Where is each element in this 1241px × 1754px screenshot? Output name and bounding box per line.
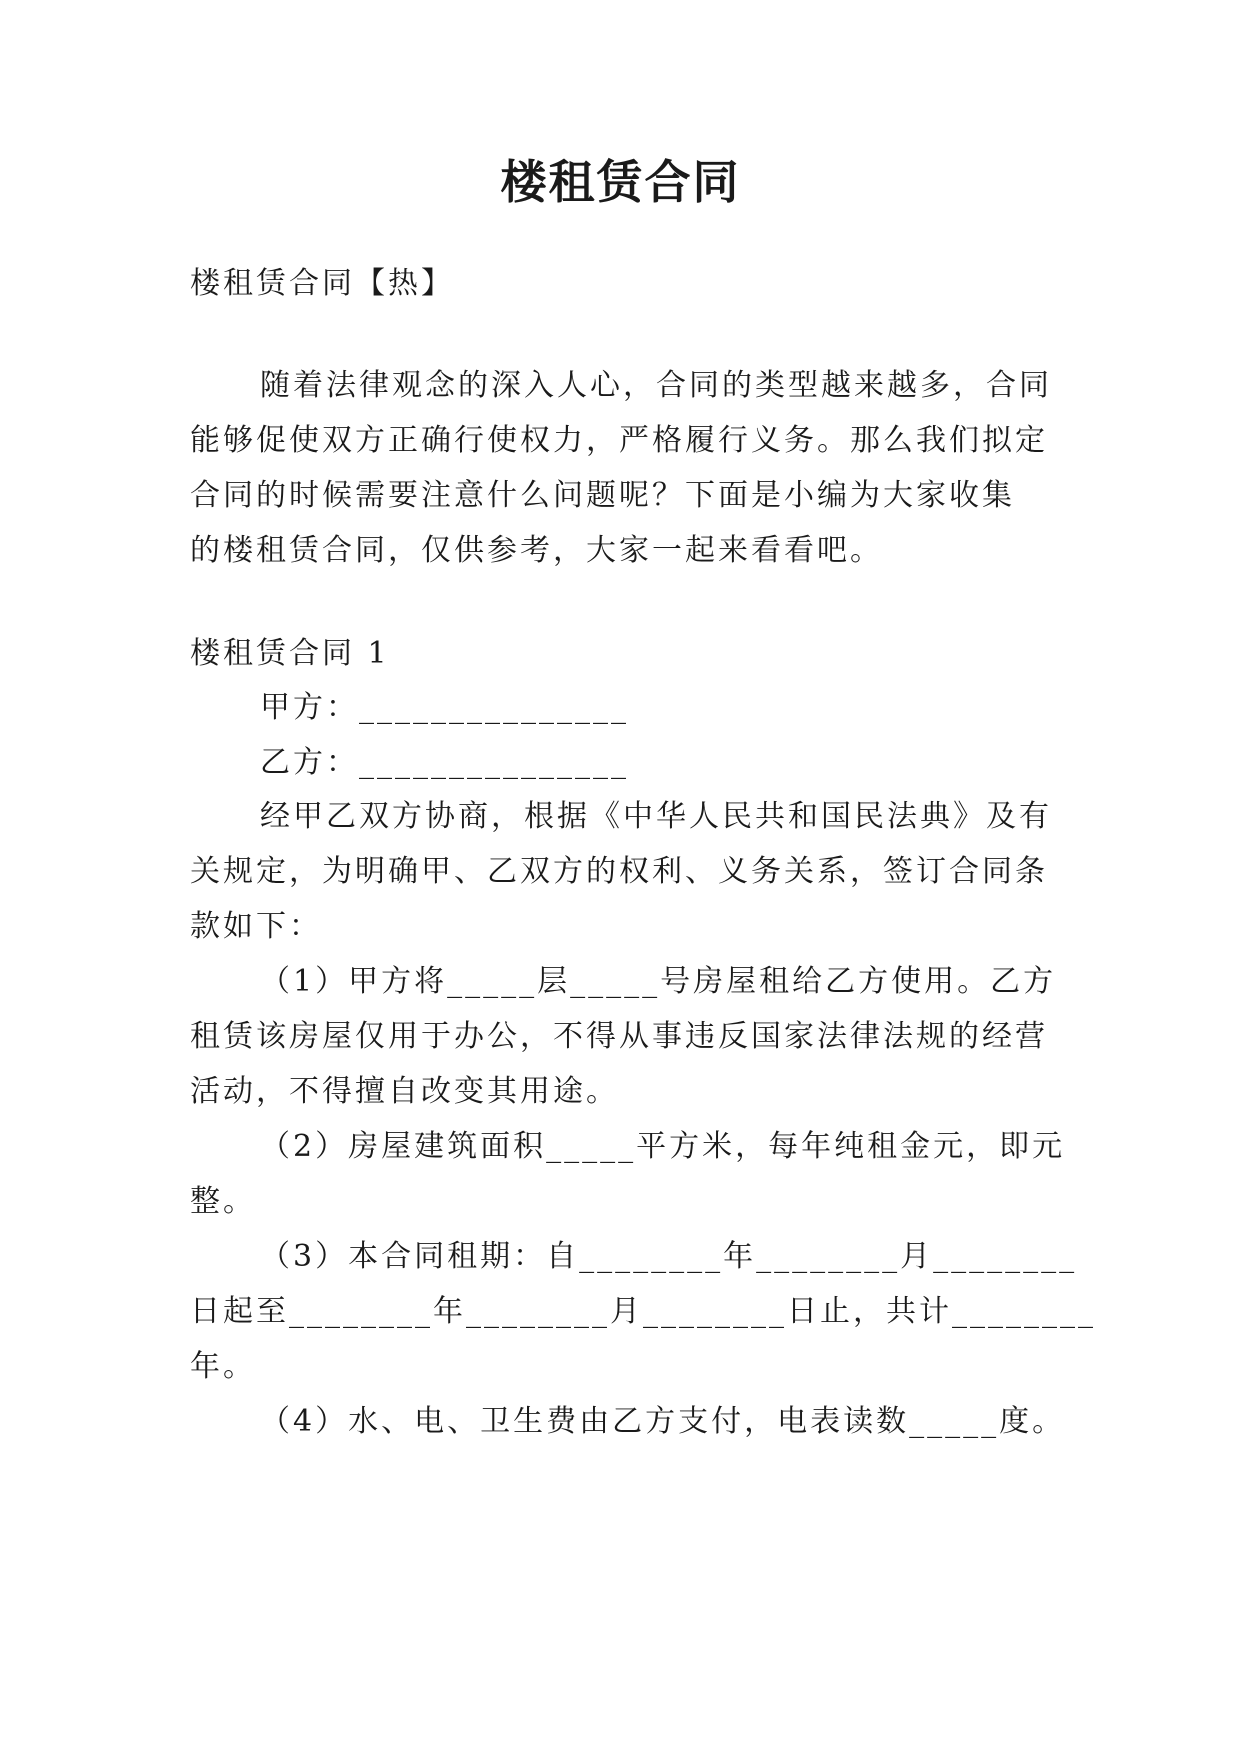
clause-4-line: （4）水、电、卫生费由乙方支付，电表读数_____度。 [260,1404,1066,1439]
clause-2-line: （2）房屋建筑面积_____平方米，每年纯租金元，即元 [260,1129,1066,1164]
clause-2-line: 整。 [190,1184,256,1219]
section-heading: 楼租赁合同 1 [190,636,390,671]
document-subtitle: 楼租赁合同【热】 [190,266,454,301]
clause-3-line: 年。 [190,1349,256,1384]
clause-1-line: 租赁该房屋仅用于办公，不得从事违反国家法律法规的经营 [190,1019,1048,1054]
clause-1-line: 活动，不得擅自改变其用途。 [190,1074,619,1109]
intro-line: 的楼租赁合同，仅供参考，大家一起来看看吧。 [190,533,883,568]
intro-line: 合同的时候需要注意什么问题呢？下面是小编为大家收集 [190,478,1015,513]
party-b-line: 乙方：_______________ [260,745,629,780]
clause-1-line: （1）甲方将_____层_____号房屋租给乙方使用。乙方 [260,964,1057,999]
preamble-line: 关规定，为明确甲、乙双方的权利、义务关系，签订合同条 [190,854,1048,889]
clause-3-line: （3）本合同租期：自________年________月________ [260,1239,1078,1274]
intro-line: 随着法律观念的深入人心，合同的类型越来越多，合同 [260,368,1052,403]
preamble-line: 款如下： [190,909,322,944]
preamble-line: 经甲乙双方协商，根据《中华人民共和国民法典》及有 [260,799,1052,834]
party-a-line: 甲方：_______________ [260,690,629,725]
intro-line: 能够促使双方正确行使权力，严格履行义务。那么我们拟定 [190,423,1048,458]
document-title: 楼租赁合同 [500,155,741,209]
clause-3-line: 日起至________年________月________日止，共计________ [190,1294,1096,1329]
